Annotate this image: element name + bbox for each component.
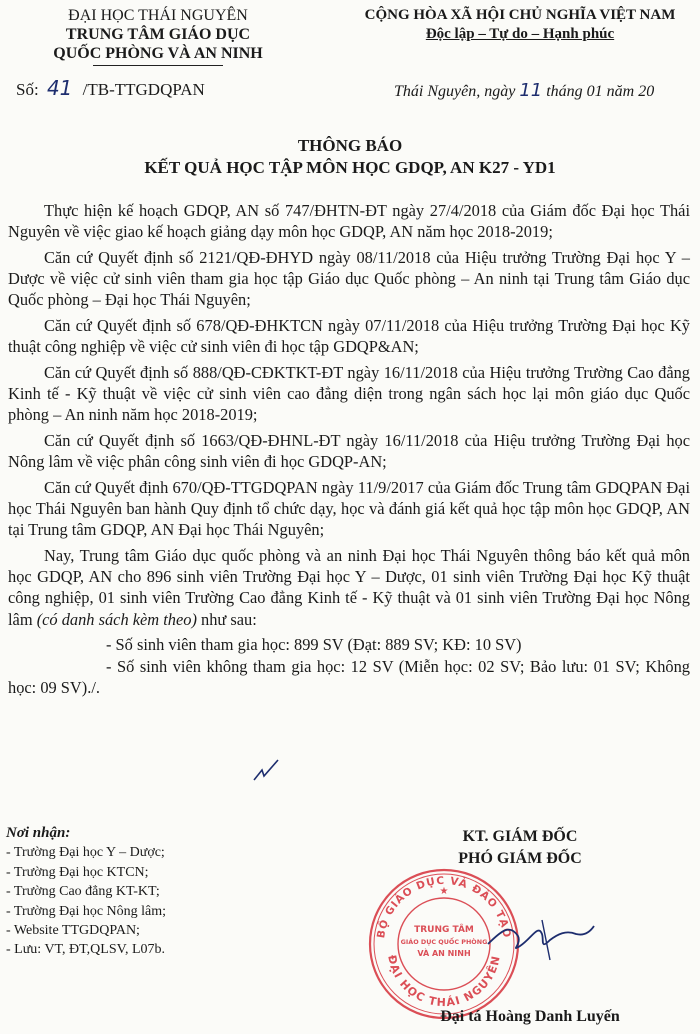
- document-type-title: THÔNG BÁO: [297, 136, 403, 155]
- svg-text:★: ★: [439, 886, 449, 897]
- recipients-list: [6, 824, 266, 960]
- organization-name-line1: TRUNG TÂM GIÁO DỤC: [65, 26, 251, 43]
- result-participants: - Số sinh viên tham gia học: 899 SV (Đạt: 889 SV; KĐ: 10 SV): [106, 635, 522, 655]
- body-paragraph-5: Căn cứ Quyết định số 1663/QĐ-ĐHNL-ĐT ngày 16/11/2018 của Hiệu trưởng Trường Đại học Nông lâm về việc phân công sinh viên đi học GDQP-AN;: [8, 431, 690, 472]
- announcement-text: Nay, Trung tâm Giáo dục quốc phòng và an ninh Đại học Thái Nguyên thông báo kết quả môn học GDQP, AN cho 896 sinh viên Trường Đại học Y – Dược, 01 sinh viên Trường Đại học Kỹ thuật công nghiệp, 01 sinh viên Trường Cao đẳng Kinh tế - Kỹ thuật và 01 sinh viên Trường Đại học Nông lâm: [8, 546, 690, 629]
- seal-text-top: BỘ GIÁO DỤC VÀ ĐÀO TẠO: [375, 874, 513, 940]
- document-number-suffix: /TB-TTGDQPAN: [82, 80, 205, 99]
- announcement-end: như sau:: [201, 609, 257, 629]
- recipient-item: - Lưu: VT, ĐT,QLSV, L07b.: [6, 942, 165, 958]
- signer-role-line1: KT. GIÁM ĐỐC: [462, 828, 578, 845]
- parent-organization: ĐẠI HỌC THÁI NGUYÊN: [68, 7, 248, 24]
- national-heading: [340, 6, 700, 44]
- body-paragraph-1: Thực hiện kế hoạch GDQP, AN số 747/ĐHTN-ĐT ngày 27/4/2018 của Giám đốc Đại học Thái Nguyên về việc giao kế hoạch giảng dạy môn học GDQP, AN năm học 2018-2019;: [8, 201, 690, 242]
- body-paragraph-3: Căn cứ Quyết định số 678/QĐ-ĐHKTCN ngày 07/11/2018 của Hiệu trưởng Trường Đại học Kỹ thuật công nghiệp về việc cử sinh viên đi học tập GDQP&AN;: [8, 316, 690, 357]
- body-paragraph-7: [8, 545, 690, 630]
- recipient-item: - Trường Đại học KTCN;: [6, 864, 149, 880]
- document-body: [8, 200, 690, 698]
- date-day: 11: [519, 80, 543, 101]
- recipient-item: - Trường Cao đẳng KT-KT;: [6, 884, 160, 900]
- seal-center-line1: TRUNG TÂM: [414, 925, 474, 935]
- nation-title: CỘNG HÒA XÃ HỘI CHỦ NGHĨA VIỆT NAM: [364, 7, 676, 23]
- handwritten-mark-icon: [252, 758, 282, 784]
- result-non-participants: - Số sinh viên không tham gia học: 12 SV (Miễn học: 02 SV; Bảo lưu: 01 SV; Không học: 09 SV)./.: [8, 656, 690, 697]
- document-number-prefix: Số:: [16, 80, 39, 99]
- body-paragraph-2: Căn cứ Quyết định số 2121/QĐ-ĐHYD ngày 08/11/2018 của Hiệu trưởng Trường Đại học Y – Dược về việc cử sinh viên tham gia học tập Giáo dục Quốc phòng – An ninh tại Trung tâm Giáo dục Quốc phòng – Đại học Thái Nguyên;: [8, 247, 690, 310]
- signer-name: Đại tá Hoàng Danh Luyến: [440, 1008, 620, 1025]
- seal-center-line2: GIÁO DỤC QUỐC PHÒNG: [400, 938, 488, 946]
- document-number: [16, 76, 205, 100]
- handwritten-signature-icon: [480, 900, 600, 980]
- national-motto: Độc lập – Tự do – Hạnh phúc: [425, 26, 615, 42]
- date-place: Thái Nguyên, ngày: [394, 83, 516, 100]
- document-subject-title: KẾT QUẢ HỌC TẬP MÔN HỌC GDQP, AN K27 - YD1: [144, 158, 556, 177]
- recipients-title: Nơi nhận:: [6, 825, 71, 841]
- issuing-organization: [8, 6, 308, 66]
- date-rest: tháng 01 năm 20: [546, 83, 655, 100]
- document-number-value: 41: [46, 76, 73, 100]
- attachment-note: (có danh sách kèm theo): [36, 609, 197, 629]
- recipient-item: - Trường Đại học Nông lâm;: [6, 903, 167, 919]
- organization-name-line2: QUỐC PHÒNG VÀ AN NINH: [53, 45, 263, 62]
- seal-center-line3: VÀ AN NINH: [417, 949, 471, 958]
- seal-text-bottom: ĐẠI HỌC THÁI NGUYÊN: [385, 953, 503, 1010]
- header-divider: [93, 65, 223, 66]
- recipient-item: - Trường Đại học Y – Dược;: [6, 845, 165, 861]
- body-paragraph-4: Căn cứ Quyết định số 888/QĐ-CĐKTKT-ĐT ngày 16/11/2018 của Hiệu trưởng Trường Cao đẳng Kinh tế - Kỹ thuật về việc cử sinh viên cao đẳng diện trong ngân sách học lại môn giáo dục Quốc phòng – An ninh năm học 2018-2019;: [8, 362, 690, 425]
- document-date: [394, 80, 700, 101]
- signer-role-line2: PHÓ GIÁM ĐỐC: [458, 850, 582, 867]
- body-paragraph-6: Căn cứ Quyết định 670/QĐ-TTGDQPAN ngày 11/9/2017 của Giám đốc Trung tâm GDQPAN Đại học Thái Nguyên ban hành Quy định tổ chức dạy, học và đánh giá kết quả học tập môn học GDQP, AN tại Trung tâm GDQP, AN Đại học Thái Nguyên;: [8, 477, 690, 540]
- recipient-item: - Website TTGDQPAN;: [6, 923, 140, 939]
